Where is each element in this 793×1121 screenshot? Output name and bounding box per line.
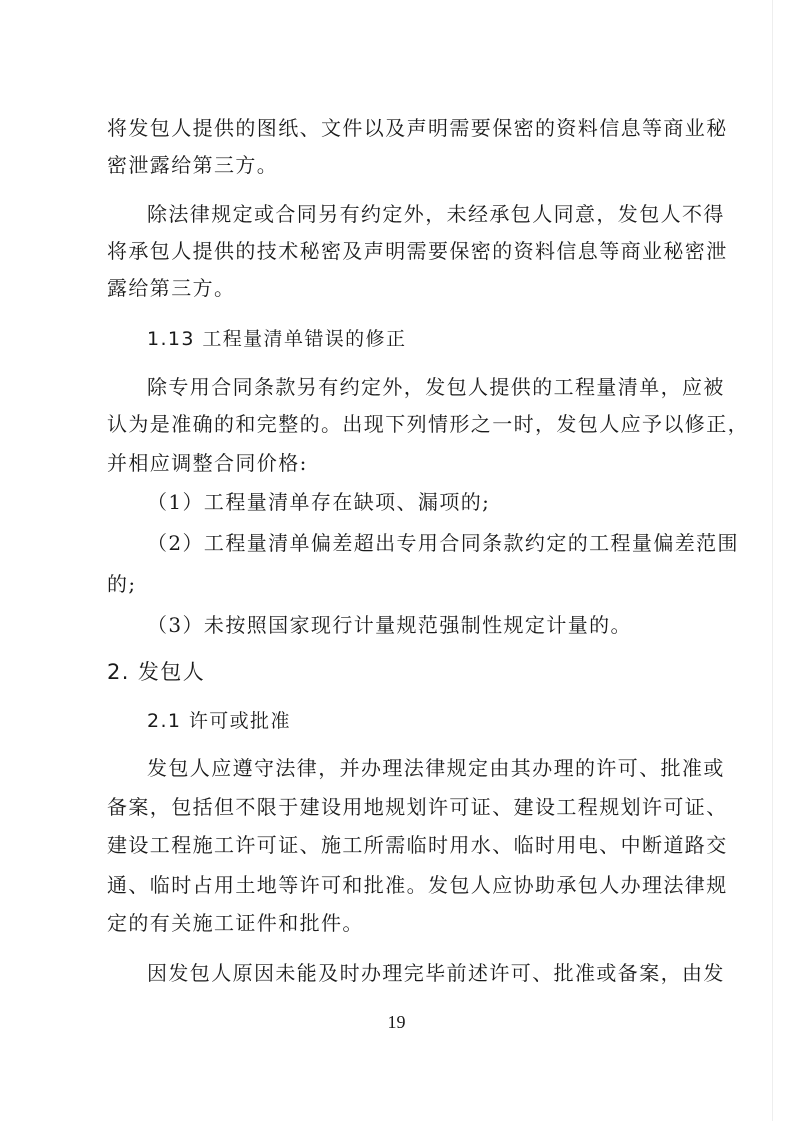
section-heading-2-1: 2.1 许可或批准 (147, 710, 291, 732)
paragraph-line: 的; (107, 572, 137, 596)
paragraph-line: 并相应调整合同价格: (107, 451, 308, 475)
list-item: （2）工程量清单偏差超出专用合同条款约定的工程量偏差范围 (147, 531, 739, 555)
page-number: 19 (387, 1012, 406, 1032)
paragraph-line: 除法律规定或合同另有约定外，未经承包人同意，发包人不得 (147, 202, 725, 226)
paragraph-line: 建设工程施工许可证、施工所需临时用水、临时用电、中断道路交 (107, 833, 728, 857)
paragraph-line: 认为是准确的和完整的。出现下列情形之一时，发包人应予以修正， (107, 412, 749, 436)
section-heading-1-13: 1.13 工程量清单错误的修正 (147, 328, 407, 350)
list-item: （1）工程量清单存在缺项、漏项的; (147, 490, 491, 514)
scan-edge-line (772, 0, 773, 1121)
list-item: （3）未按照国家现行计量规范强制性规定计量的。 (147, 613, 632, 637)
paragraph-line: 露给第三方。 (107, 276, 236, 300)
chapter-heading-2: 2. 发包人 (107, 660, 206, 684)
paragraph-line: 将承包人提供的技术秘密及声明需要保密的资料信息等商业秘密泄 (107, 239, 728, 263)
paragraph-line: 因发包人原因未能及时办理完毕前述许可、批准或备案，由发 (147, 961, 725, 985)
paragraph-line: 备案，包括但不限于建设用地规划许可证、建设工程规划许可证、 (107, 795, 728, 819)
paragraph-line: 定的有关施工证件和批件。 (107, 911, 364, 935)
paragraph-line: 发包人应遵守法律，并办理法律规定由其办理的许可、批准或 (147, 756, 725, 780)
paragraph-line: 通、临时占用土地等许可和批准。发包人应协助承包人办理法律规 (107, 873, 728, 897)
paragraph-line: 除专用合同条款另有约定外，发包人提供的工程量清单，应被 (147, 375, 725, 399)
paragraph-line: 将发包人提供的图纸、文件以及声明需要保密的资料信息等商业秘 (107, 116, 728, 140)
paragraph-line: 密泄露给第三方。 (107, 153, 279, 177)
